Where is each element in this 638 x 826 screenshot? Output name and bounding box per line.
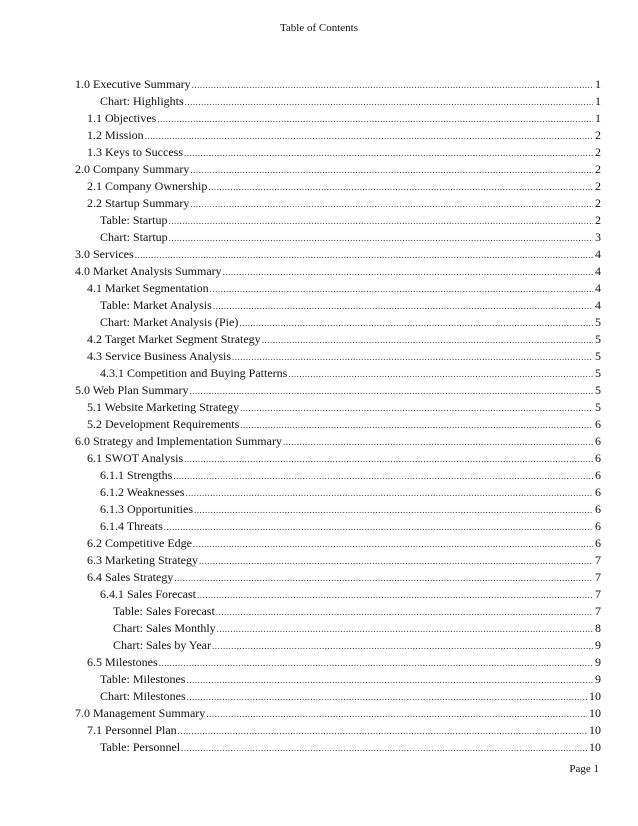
- toc-entry-page-number: 6: [595, 417, 601, 431]
- toc-entry[interactable]: [75, 229, 601, 246]
- toc-dot-leader: [213, 298, 593, 315]
- toc-entry[interactable]: [75, 76, 601, 93]
- toc-entry-title: 2.1 Company Ownership: [87, 179, 208, 193]
- toc-entry[interactable]: [75, 348, 601, 365]
- toc-dot-leader: [194, 502, 593, 519]
- toc-dot-leader: [193, 536, 593, 553]
- toc-entry[interactable]: [75, 467, 601, 484]
- toc-dot-leader: [232, 349, 593, 366]
- toc-entry[interactable]: [75, 416, 601, 433]
- toc-entry-title: 6.1 SWOT Analysis: [87, 451, 184, 465]
- toc-entry-title: 1.2 Mission: [87, 128, 144, 142]
- toc-entry[interactable]: [75, 586, 601, 603]
- toc-entry-page-number: 8: [595, 621, 601, 635]
- toc-dot-leader: [186, 672, 593, 689]
- toc-entry-page-number: 9: [595, 638, 601, 652]
- page-number: Page 1: [569, 763, 599, 775]
- toc-entry-page-number: 4: [595, 247, 601, 261]
- toc-entry-page-number: 5: [595, 383, 601, 397]
- toc-entry-title: Table: Milestones: [100, 672, 186, 686]
- toc-entry-title: 7.1 Personnel Plan: [87, 723, 177, 737]
- toc-entry[interactable]: [75, 552, 601, 569]
- toc-entry-title: 4.0 Market Analysis Summary: [75, 264, 222, 278]
- toc-dot-leader: [178, 723, 587, 740]
- toc-entry[interactable]: [75, 297, 601, 314]
- toc-entry-page-number: 10: [589, 723, 601, 737]
- toc-entry-page-number: 7: [595, 587, 601, 601]
- toc-dot-leader: [135, 247, 593, 264]
- toc-entry-page-number: 5: [595, 349, 601, 363]
- toc-dot-leader: [168, 213, 593, 230]
- toc-dot-leader: [240, 400, 593, 417]
- toc-entry-title: 4.3.1 Competition and Buying Patterns: [100, 366, 288, 380]
- toc-entry[interactable]: [75, 110, 601, 127]
- toc-entry-title: 1.1 Objectives: [87, 111, 157, 125]
- toc-entry-title: 7.0 Management Summary: [75, 706, 206, 720]
- toc-dot-leader: [185, 94, 593, 111]
- toc-dot-leader: [208, 179, 593, 196]
- toc-entry-title: 5.2 Development Requirements: [87, 417, 240, 431]
- toc-entry-page-number: 6: [595, 519, 601, 533]
- toc-entry-page-number: 6: [595, 434, 601, 448]
- toc-entry-title: 5.0 Web Plan Summary: [75, 383, 189, 397]
- toc-entry-page-number: 5: [595, 400, 601, 414]
- toc-dot-leader: [288, 366, 593, 383]
- toc-entry[interactable]: [75, 603, 601, 620]
- toc-entry-page-number: 4: [595, 298, 601, 312]
- toc-dot-leader: [174, 570, 593, 587]
- toc-dot-leader: [190, 162, 593, 179]
- toc-dot-leader: [210, 281, 593, 298]
- toc-dot-leader: [164, 519, 593, 536]
- toc-entry-title: 6.0 Strategy and Implementation Summary: [75, 434, 282, 448]
- toc-dot-leader: [283, 434, 593, 451]
- toc-entry[interactable]: [75, 178, 601, 195]
- toc-entry[interactable]: [75, 654, 601, 671]
- toc-entry-page-number: 1: [595, 77, 601, 91]
- toc-entry-title: Table: Startup: [100, 213, 168, 227]
- toc-dot-leader: [240, 417, 593, 434]
- toc-entry[interactable]: [75, 314, 601, 331]
- toc-entry-page-number: 1: [595, 111, 601, 125]
- toc-entry[interactable]: [75, 399, 601, 416]
- toc-dot-leader: [185, 485, 593, 502]
- toc-dot-leader: [192, 77, 593, 94]
- toc-dot-leader: [159, 655, 593, 672]
- toc-entry-page-number: 7: [595, 570, 601, 584]
- toc-entry[interactable]: [75, 688, 601, 705]
- toc-entry[interactable]: [75, 518, 601, 535]
- toc-entry[interactable]: [75, 144, 601, 161]
- toc-entry-page-number: 6: [595, 536, 601, 550]
- toc-entry-title: 4.3 Service Business Analysis: [87, 349, 231, 363]
- toc-entry-title: 6.1.2 Weaknesses: [100, 485, 185, 499]
- toc-entry[interactable]: [75, 569, 601, 586]
- toc-entry-page-number: 7: [595, 604, 601, 618]
- toc-dot-leader: [262, 332, 593, 349]
- toc-entry[interactable]: [75, 161, 601, 178]
- toc-entry-page-number: 4: [595, 264, 601, 278]
- toc-entry-title: 4.1 Market Segmentation: [87, 281, 209, 295]
- toc-entry-title: 6.3 Marketing Strategy: [87, 553, 198, 567]
- toc-entry-page-number: 10: [589, 706, 601, 720]
- toc-entry[interactable]: [75, 671, 601, 688]
- toc-entry[interactable]: [75, 212, 601, 229]
- toc-dot-leader: [239, 315, 593, 332]
- toc-entry[interactable]: [75, 450, 601, 467]
- toc-entry[interactable]: [75, 501, 601, 518]
- toc-dot-leader: [212, 638, 593, 655]
- toc-entry-title: Table: Sales Forecast: [113, 604, 215, 618]
- toc-dot-leader: [223, 264, 593, 281]
- toc-entry-title: 1.3 Keys to Success: [87, 145, 183, 159]
- toc-entry-title: Chart: Sales Monthly: [113, 621, 216, 635]
- toc-entry-page-number: 2: [595, 128, 601, 142]
- page-title: Table of Contents: [279, 22, 359, 34]
- toc-entry-title: Chart: Highlights: [100, 94, 184, 108]
- toc-entry-title: 6.1.4 Threats: [100, 519, 163, 533]
- toc-dot-leader: [216, 604, 593, 621]
- toc-dot-leader: [181, 740, 587, 757]
- toc-entry[interactable]: [75, 484, 601, 501]
- toc-entry[interactable]: [75, 535, 601, 552]
- toc-dot-leader: [184, 145, 593, 162]
- toc-entry-title: 5.1 Website Marketing Strategy: [87, 400, 240, 414]
- toc-dot-leader: [173, 468, 593, 485]
- toc-entry-page-number: 5: [595, 366, 601, 380]
- toc-entry[interactable]: [75, 705, 601, 722]
- toc-entry-page-number: 2: [595, 179, 601, 193]
- toc-dot-leader: [206, 706, 587, 723]
- toc-entry-page-number: 2: [595, 196, 601, 210]
- toc-entry-page-number: 5: [595, 332, 601, 346]
- toc-dot-leader: [189, 383, 593, 400]
- toc-entry-page-number: 9: [595, 655, 601, 669]
- toc-entry[interactable]: [75, 93, 601, 110]
- toc-entry[interactable]: [75, 637, 601, 654]
- toc-entry-page-number: 6: [595, 451, 601, 465]
- toc-entry[interactable]: [75, 722, 601, 739]
- toc-entry-page-number: 6: [595, 502, 601, 516]
- toc-entry[interactable]: [75, 246, 601, 263]
- toc-entry[interactable]: [75, 365, 601, 382]
- toc-entry-title: 2.2 Startup Summary: [87, 196, 190, 210]
- toc-dot-leader: [157, 111, 593, 128]
- toc-entry[interactable]: [75, 331, 601, 348]
- toc-entry-page-number: 6: [595, 468, 601, 482]
- toc-entry-title: 6.4 Sales Strategy: [87, 570, 174, 584]
- toc-dot-leader: [190, 196, 593, 213]
- toc-entry-title: 3.0 Services: [75, 247, 134, 261]
- toc-dot-leader: [187, 689, 587, 706]
- toc-entry-title: Table: Market Analysis: [100, 298, 212, 312]
- toc-dot-leader: [169, 230, 593, 247]
- toc-entry-page-number: 2: [595, 213, 601, 227]
- toc-entry-page-number: 4: [595, 281, 601, 295]
- toc-entry-page-number: 2: [595, 145, 601, 159]
- toc-entry[interactable]: [75, 280, 601, 297]
- toc-dot-leader: [197, 587, 593, 604]
- toc-dot-leader: [199, 553, 593, 570]
- toc-entry[interactable]: [75, 195, 601, 212]
- toc-entry-title: 6.5 Milestones: [87, 655, 158, 669]
- toc-entry-page-number: 5: [595, 315, 601, 329]
- toc-entry-page-number: 1: [595, 94, 601, 108]
- toc-entry-title: Chart: Sales by Year: [113, 638, 211, 652]
- toc-entry-title: 6.1.3 Opportunities: [100, 502, 193, 516]
- toc-entry[interactable]: [75, 620, 601, 637]
- toc-entry-page-number: 10: [589, 740, 601, 754]
- toc-entry-title: 4.2 Target Market Segment Strategy: [87, 332, 261, 346]
- toc-entry-page-number: 3: [595, 230, 601, 244]
- toc-entry-title: Table: Personnel: [100, 740, 181, 754]
- toc-entry-page-number: 7: [595, 553, 601, 567]
- toc-entry-page-number: 9: [595, 672, 601, 686]
- toc-dot-leader: [145, 128, 593, 145]
- toc-entry[interactable]: [75, 433, 601, 450]
- toc-dot-leader: [217, 621, 593, 638]
- toc-entry[interactable]: [75, 263, 601, 280]
- toc-entry-title: 1.0 Executive Summary: [75, 77, 191, 91]
- toc-entry-page-number: 2: [595, 162, 601, 176]
- toc-entry-page-number: 10: [589, 689, 601, 703]
- toc-entry-title: 6.2 Competitive Edge: [87, 536, 192, 550]
- toc-entry[interactable]: [75, 382, 601, 399]
- toc-entry-title: 6.1.1 Strengths: [100, 468, 173, 482]
- toc-entry-title: 2.0 Company Summary: [75, 162, 190, 176]
- toc-entry-title: Chart: Startup: [100, 230, 168, 244]
- toc-dot-leader: [184, 451, 593, 468]
- toc-entry-title: Chart: Milestones: [100, 689, 186, 703]
- toc-entry-title: Chart: Market Analysis (Pie): [100, 315, 239, 329]
- toc-entry[interactable]: [75, 127, 601, 144]
- toc-entry[interactable]: [75, 739, 601, 756]
- toc-entry-page-number: 6: [595, 485, 601, 499]
- table-of-contents: [75, 76, 601, 756]
- toc-entry-title: 6.4.1 Sales Forecast: [100, 587, 196, 601]
